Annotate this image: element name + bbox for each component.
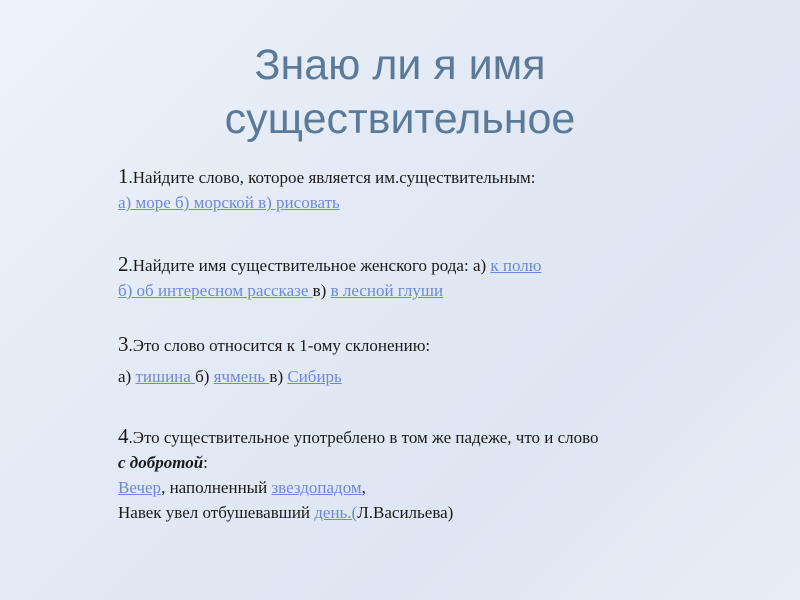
question-2-number: 2 [118, 252, 129, 276]
page-title [0, 38, 800, 146]
question-4-text: .Это существительное употреблено в том же падеже, что и слово [128, 428, 599, 447]
question-4-number: 4 [118, 424, 129, 448]
answer-c-prefix: в) [312, 281, 331, 300]
question-1-answers-link[interactable]: а) море б) морской в) рисовать [118, 193, 340, 212]
answer-a-prefix: а) [118, 367, 136, 386]
answer-b-prefix: б) [195, 367, 214, 386]
poem-author: Л.Васильева) [357, 503, 454, 522]
answer-c-link[interactable]: в лесной глуши [330, 281, 444, 300]
question-3-text: .Это слово относится к 1-ому склонению: [128, 336, 431, 355]
poem-text: , [361, 478, 366, 497]
poem-word-link[interactable]: Вечер [118, 478, 162, 497]
answer-a-link[interactable]: к полю [490, 256, 542, 275]
target-colon: : [203, 453, 208, 472]
title-line-2: существительное [224, 95, 576, 143]
question-1-number: 1 [118, 164, 129, 188]
question-2-text: .Найдите имя существительное женского рода: а) [128, 256, 491, 275]
poem-text: Навек увел отбушевавший [118, 503, 315, 522]
question-1-text: .Найдите слово, которое является им.существительным: [128, 168, 536, 187]
poem-word-link[interactable]: звездопадом [271, 478, 362, 497]
answer-b-link[interactable]: ячмень [213, 367, 270, 386]
answer-c-prefix: в) [269, 367, 288, 386]
title-line-1: Знаю ли я имя [254, 41, 546, 89]
question-3-number: 3 [118, 332, 129, 356]
question-4 [118, 424, 599, 525]
question-3 [118, 332, 430, 389]
poem-text: , наполненный [161, 478, 272, 497]
target-word: с добротой [118, 453, 204, 472]
answer-a-link[interactable]: тишина [135, 367, 196, 386]
poem-word-link[interactable]: день.( [314, 503, 358, 522]
question-2 [118, 252, 541, 303]
answer-b-link[interactable]: б) об интересном рассказе [118, 281, 313, 300]
question-1 [118, 164, 535, 215]
answer-c-link[interactable]: Сибирь [287, 367, 342, 386]
